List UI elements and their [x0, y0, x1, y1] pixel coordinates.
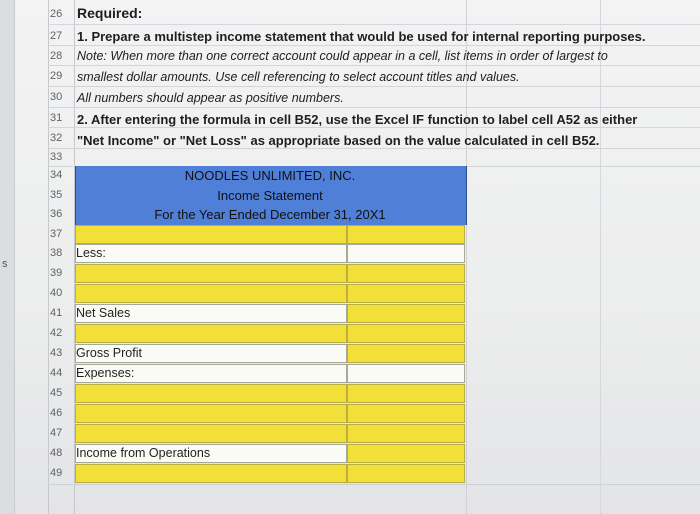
cell-a49[interactable]: [75, 464, 347, 483]
cell-a42[interactable]: [75, 324, 347, 343]
row-number: 42: [50, 327, 63, 339]
cell-a40[interactable]: [75, 284, 347, 303]
edge-text: s: [2, 258, 8, 270]
row-number: 30: [50, 91, 63, 103]
row-line: [48, 45, 700, 46]
row-number: 48: [50, 447, 63, 459]
cell-b39[interactable]: [347, 264, 465, 283]
row-line: [48, 148, 700, 149]
instruction-positive: All numbers should appear as positive numbers.: [77, 91, 344, 105]
cell-b41[interactable]: [347, 304, 465, 323]
instruction-note-cont: smallest dollar amounts. Use cell referencing to select account titles and values.: [77, 70, 520, 84]
cell-a45[interactable]: [75, 384, 347, 403]
row-number: 44: [50, 367, 63, 379]
cell-b38[interactable]: [347, 244, 465, 263]
row-number: 35: [50, 189, 63, 201]
cell-b48[interactable]: [347, 444, 465, 463]
row-number: 47: [50, 427, 63, 439]
left-panel-edge: [0, 0, 15, 514]
row-number: 39: [50, 267, 63, 279]
row-line: [48, 107, 700, 108]
row-number: 46: [50, 407, 63, 419]
row-number: 32: [50, 132, 63, 144]
cell-b46[interactable]: [347, 404, 465, 423]
row-number: 45: [50, 387, 63, 399]
cell-b42[interactable]: [347, 324, 465, 343]
row-line: [48, 24, 700, 25]
cell-a46[interactable]: [75, 404, 347, 423]
required-heading: Required:: [77, 5, 143, 21]
cell-b40[interactable]: [347, 284, 465, 303]
instruction-2: 2. After entering the formula in cell B52, use the Excel IF function to label cell A52 as either: [77, 112, 638, 127]
row-number: 26: [50, 8, 63, 20]
cell-b37[interactable]: [347, 225, 465, 244]
row-number: 40: [50, 287, 63, 299]
net-sales-label: Net Sales: [76, 306, 131, 320]
grid-line: [600, 0, 601, 514]
cell-b45[interactable]: [347, 384, 465, 403]
company-name: NOODLES UNLIMITED, INC.: [184, 168, 356, 183]
row-line: [48, 484, 700, 485]
row-number: 49: [50, 467, 63, 479]
cell-a38[interactable]: [75, 244, 347, 263]
grid-line: [48, 0, 49, 514]
cell-b49[interactable]: [347, 464, 465, 483]
row-number: 28: [50, 50, 63, 62]
row-number: 33: [50, 151, 63, 163]
row-line: [48, 86, 700, 87]
row-number: 34: [50, 169, 63, 181]
cell-b43[interactable]: [347, 344, 465, 363]
income-operations-label: Income from Operations: [76, 446, 211, 460]
cell-a47[interactable]: [75, 424, 347, 443]
gross-profit-label: Gross Profit: [76, 346, 142, 360]
expenses-label: Expenses:: [76, 366, 135, 380]
instruction-2-cont: "Net Income" or "Net Loss" as appropriate based on the value calculated in cell B52.: [77, 133, 600, 148]
statement-period: For the Year Ended December 31, 20X1: [154, 207, 386, 222]
row-number: 31: [50, 112, 63, 124]
row-line: [48, 127, 700, 128]
row-number: 29: [50, 70, 63, 82]
row-number: 36: [50, 208, 63, 220]
cell-a37[interactable]: [75, 225, 347, 244]
row-number: 38: [50, 247, 63, 259]
row-number: 41: [50, 307, 63, 319]
cell-b44[interactable]: [347, 364, 465, 383]
row-number: 27: [50, 30, 63, 42]
instruction-1: 1. Prepare a multistep income statement that would be used for internal reporting purposes.: [77, 29, 646, 44]
cell-b47[interactable]: [347, 424, 465, 443]
row-number: 43: [50, 347, 63, 359]
row-line: [48, 65, 700, 66]
statement-title: Income Statement: [217, 188, 323, 203]
cell-a39[interactable]: [75, 264, 347, 283]
instruction-note: Note: When more than one correct account could appear in a cell, list items in order of largest to: [77, 49, 608, 63]
row-number: 37: [50, 228, 63, 240]
less-label: Less:: [76, 246, 106, 260]
